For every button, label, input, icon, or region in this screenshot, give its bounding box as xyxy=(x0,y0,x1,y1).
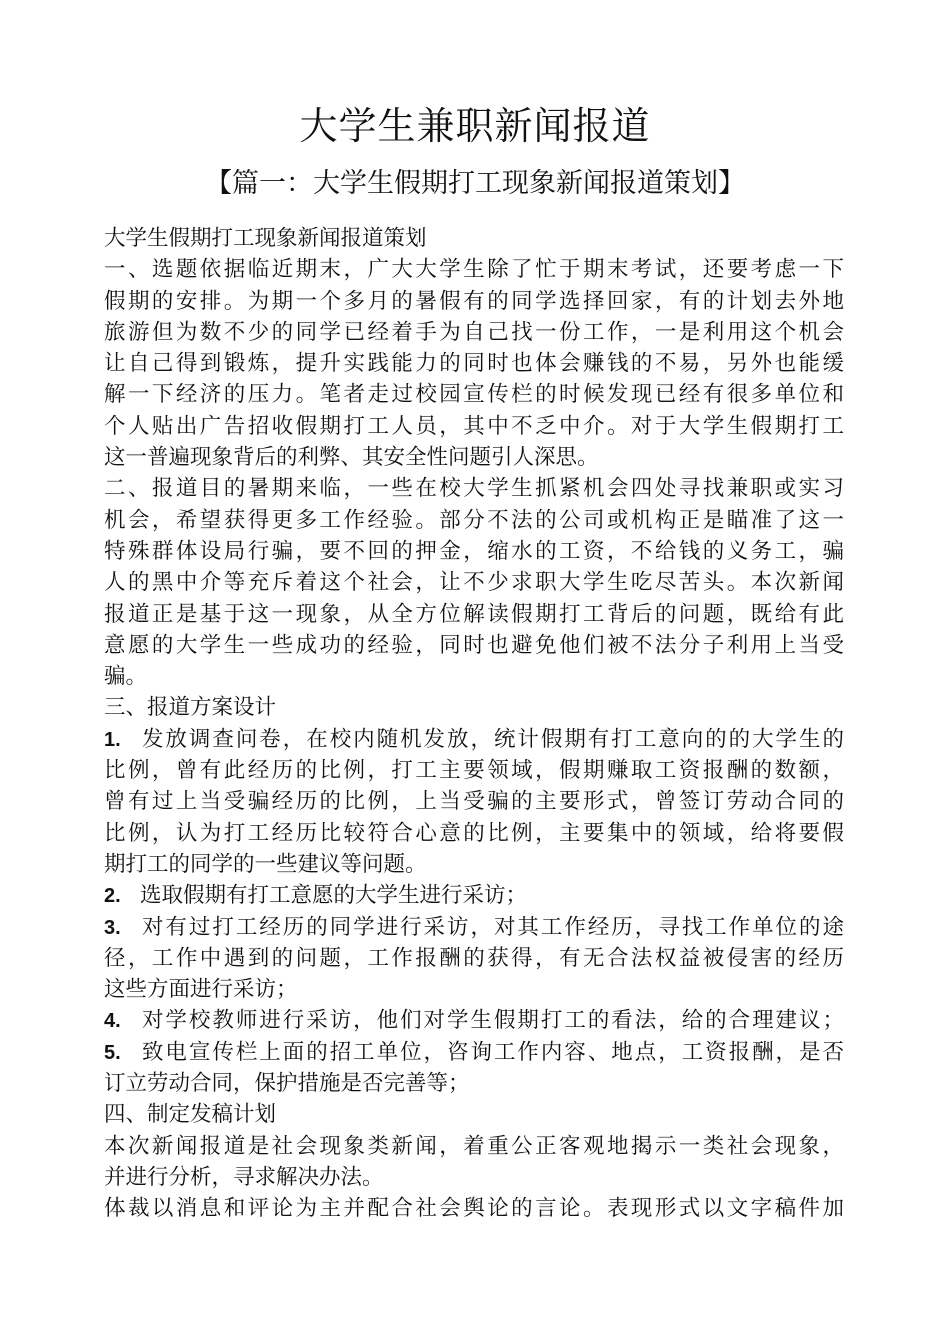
line-text: 对学校教师进行采访，他们对学生假期打工的看法，给的合理建议； xyxy=(140,1008,844,1034)
text-line xyxy=(104,1193,844,1224)
line-text: 并进行分析，寻求解决办法。 xyxy=(104,1164,384,1190)
line-text: 个人贴出广告招收假期打工人员，其中不乏中介。对于大学生假期打工 xyxy=(104,413,844,439)
line-text: 大学生假期打工现象新闻报道策划 xyxy=(104,226,427,251)
list-number: 1. xyxy=(104,728,121,751)
line-text: 曾有过上当受骗经历的比例，上当受骗的主要形式，曾签订劳动合同的 xyxy=(104,789,844,815)
line-text: 订立劳动合同，保护措施是否完善等； xyxy=(104,1071,470,1097)
text-line xyxy=(104,286,844,317)
document-body xyxy=(104,223,844,1225)
text-line xyxy=(104,1131,844,1162)
text-line xyxy=(104,348,844,379)
line-text: 特殊群体设局行骗，要不回的押金，缩水的工资，不给钱的义务工，骗 xyxy=(104,538,844,564)
list-number: 5. xyxy=(104,1041,121,1064)
line-text: 选取假期有打工意愿的大学生进行采访； xyxy=(140,883,528,909)
line-text: 致电宣传栏上面的招工单位，咨询工作内容、地点，工资报酬，是否 xyxy=(140,1039,844,1065)
line-text: 报道正是基于这一现象，从全方位解读假期打工背后的问题，既给有此 xyxy=(104,601,844,627)
line-text: 机会，希望获得更多工作经验。部分不法的公司或机构正是瞄准了这一 xyxy=(104,507,844,533)
line-text: 旅游但为数不少的同学已经着手为自己找一份工作，一是利用这个机会 xyxy=(104,319,844,345)
text-line xyxy=(104,379,844,410)
list-number: 4. xyxy=(104,1010,121,1033)
text-line xyxy=(104,1162,844,1193)
list-number: 2. xyxy=(104,885,121,908)
text-line xyxy=(104,692,844,723)
line-text: 发放调查问卷，在校内随机发放，统计假期有打工意向的的大学生的 xyxy=(140,726,844,752)
text-line xyxy=(104,755,844,786)
line-text: 意愿的大学生一些成功的经验，同时也避免他们被不法分子利用上当受 xyxy=(104,632,844,658)
text-line xyxy=(104,473,844,504)
line-text: 这些方面进行采访； xyxy=(104,977,298,1003)
document-subtitle: 【篇一：大学生假期打工现象新闻报道策划】 xyxy=(205,168,745,199)
text-line xyxy=(104,567,844,598)
line-text: 人的黑中介等充斥着这个社会，让不少求职大学生吃尽苦头。本次新闻 xyxy=(104,570,844,596)
document-title: 大学生兼职新闻报道 xyxy=(299,104,651,148)
text-line xyxy=(104,599,844,630)
text-line xyxy=(104,223,844,254)
text-line xyxy=(104,1037,844,1068)
text-line xyxy=(104,317,844,348)
text-line xyxy=(104,505,844,536)
text-line xyxy=(104,411,844,442)
line-text: 体裁以消息和评论为主并配合社会舆论的言论。表现形式以文字稿件加 xyxy=(104,1196,844,1222)
line-text: 假期的安排。为期一个多月的暑假有的同学选择回家，有的计划去外地 xyxy=(104,288,844,314)
text-line xyxy=(104,786,844,817)
list-number: 3. xyxy=(104,916,121,939)
text-line xyxy=(104,536,844,567)
line-text: 二、报道目的暑期来临，一些在校大学生抓紧机会四处寻找兼职或实习 xyxy=(104,476,844,502)
text-line xyxy=(104,912,844,943)
text-line xyxy=(104,630,844,661)
line-text: 解一下经济的压力。笔者走过校园宣传栏的时候发现已经有很多单位和 xyxy=(104,382,844,408)
text-line xyxy=(104,724,844,755)
line-text: 比例，曾有此经历的比例，打工主要领域，假期赚取工资报酬的数额， xyxy=(104,758,844,784)
line-text: 这一普遍现象背后的利弊、其安全性问题引人深思。 xyxy=(104,445,599,471)
text-line xyxy=(104,254,844,285)
text-line xyxy=(104,943,844,974)
line-text: 径，工作中遇到的问题，工作报酬的获得，有无合法权益被侵害的经历 xyxy=(104,945,844,971)
line-text: 比例，认为打工经历比较符合心意的比例，主要集中的领域，给将要假 xyxy=(104,820,844,846)
text-line xyxy=(104,442,844,473)
text-line xyxy=(104,849,844,880)
text-line xyxy=(104,1099,844,1130)
text-line xyxy=(104,1005,844,1036)
line-text: 四、制定发稿计划 xyxy=(104,1102,277,1128)
line-text: 本次新闻报道是社会现象类新闻，着重公正客观地揭示一类社会现象， xyxy=(104,1133,844,1159)
text-line xyxy=(104,974,844,1005)
text-line xyxy=(104,818,844,849)
text-line xyxy=(104,1068,844,1099)
line-text: 期打工的同学的一些建议等问题。 xyxy=(104,851,427,877)
line-text: 三、报道方案设计 xyxy=(104,695,277,721)
line-text: 一、选题依据临近期末，广大大学生除了忙于期末考试，还要考虑一下 xyxy=(104,257,844,283)
text-line xyxy=(104,880,844,911)
line-text: 对有过打工经历的同学进行采访，对其工作经历，寻找工作单位的途 xyxy=(140,914,844,940)
line-text: 骗。 xyxy=(104,664,148,690)
text-line xyxy=(104,661,844,692)
line-text: 让自己得到锻炼，提升实践能力的同时也体会赚钱的不易，另外也能缓 xyxy=(104,351,844,377)
